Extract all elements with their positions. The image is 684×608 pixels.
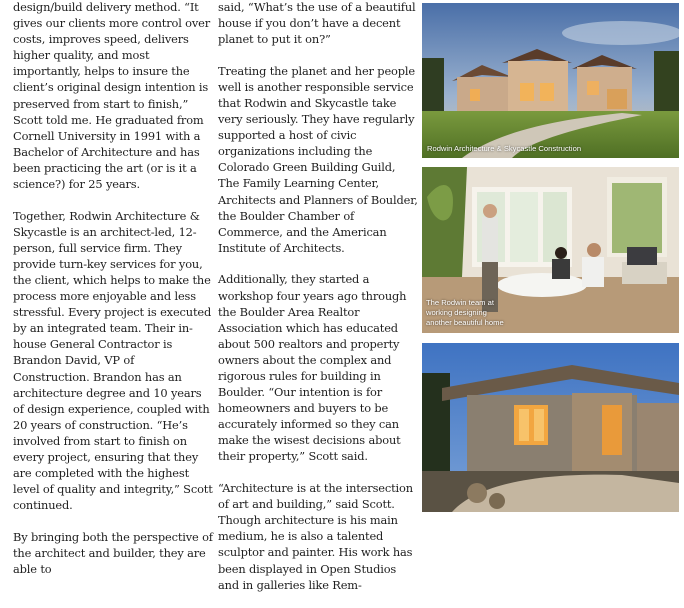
house-dusk-image — [422, 343, 679, 512]
paragraph: Additionally, they started a workshop four years ago through the Boulder Area Realtor Association which has educated about 500 realtors and property owners about the complex and rigorous rules for building in Boulder. “Our intention is for homeowners and buyers to be accurately informed so they can make the wisest decisions about their property,” Scott said. — [218, 272, 407, 464]
paragraph: By bringing both the perspective of the architect and builder, they are able to — [13, 529, 213, 577]
photo-caption: Rodwin Architecture & Skycastle Construction — [427, 144, 582, 153]
article-column-1 — [13, 0, 213, 593]
team-office-photo — [422, 167, 679, 333]
house-exterior-image — [422, 3, 679, 158]
house-exterior-photo — [422, 3, 679, 158]
house-dusk-photo — [422, 343, 679, 512]
photo-caption: The Rodwin team at working designing another beautiful home — [426, 298, 504, 327]
paragraph: Together, Rodwin Architecture & Skycastle is an architect-led, 12-person, full service firm. They provide turn-key services for you, the client, which helps to make the process more enjoyable and less stressful. Every project is executed by an integrated team. Their in-house General Contractor is Brandon David, VP of Construction. Brandon has an architecture degree and 10 years of design experience, coupled with 20 years of construction. “He’s involved from start to finish on every project, ensuring that they are completed with the highest level of quality and integrity,” Scott continued. — [13, 208, 213, 513]
paragraph: “Architecture is at the intersection of art and building,” said Scott. Though architecture is his main medium, he is also a talented sculptor and painter. His work has been displayed in Open Studios and in galleries like Rem- — [218, 481, 413, 592]
paragraph: said, “What’s the use of a beautiful house if you don’t have a decent planet to put it on?” — [218, 0, 416, 47]
paragraph: Treating the planet and her people well is another responsible service that Rodwin and Skycastle take very seriously. They have regularly supported a host of civic organizations including the Colorado Green Building Guild, The Family Learning Center, Architects and Planners of Boulder, the Boulder Chamber of Commerce, and the American Institute of Architects. — [218, 63, 418, 255]
paragraph: design/build delivery method. “It gives our clients more control over costs, improves speed, delivers higher quality, and most importantly, helps to insure the client’s original design intention is preserved from start to finish,” Scott told me. He graduated from Cornell University in 1991 with a Bachelor of Architecture and has been practicing the art (or is it a science?) for 25 years. — [13, 0, 211, 192]
